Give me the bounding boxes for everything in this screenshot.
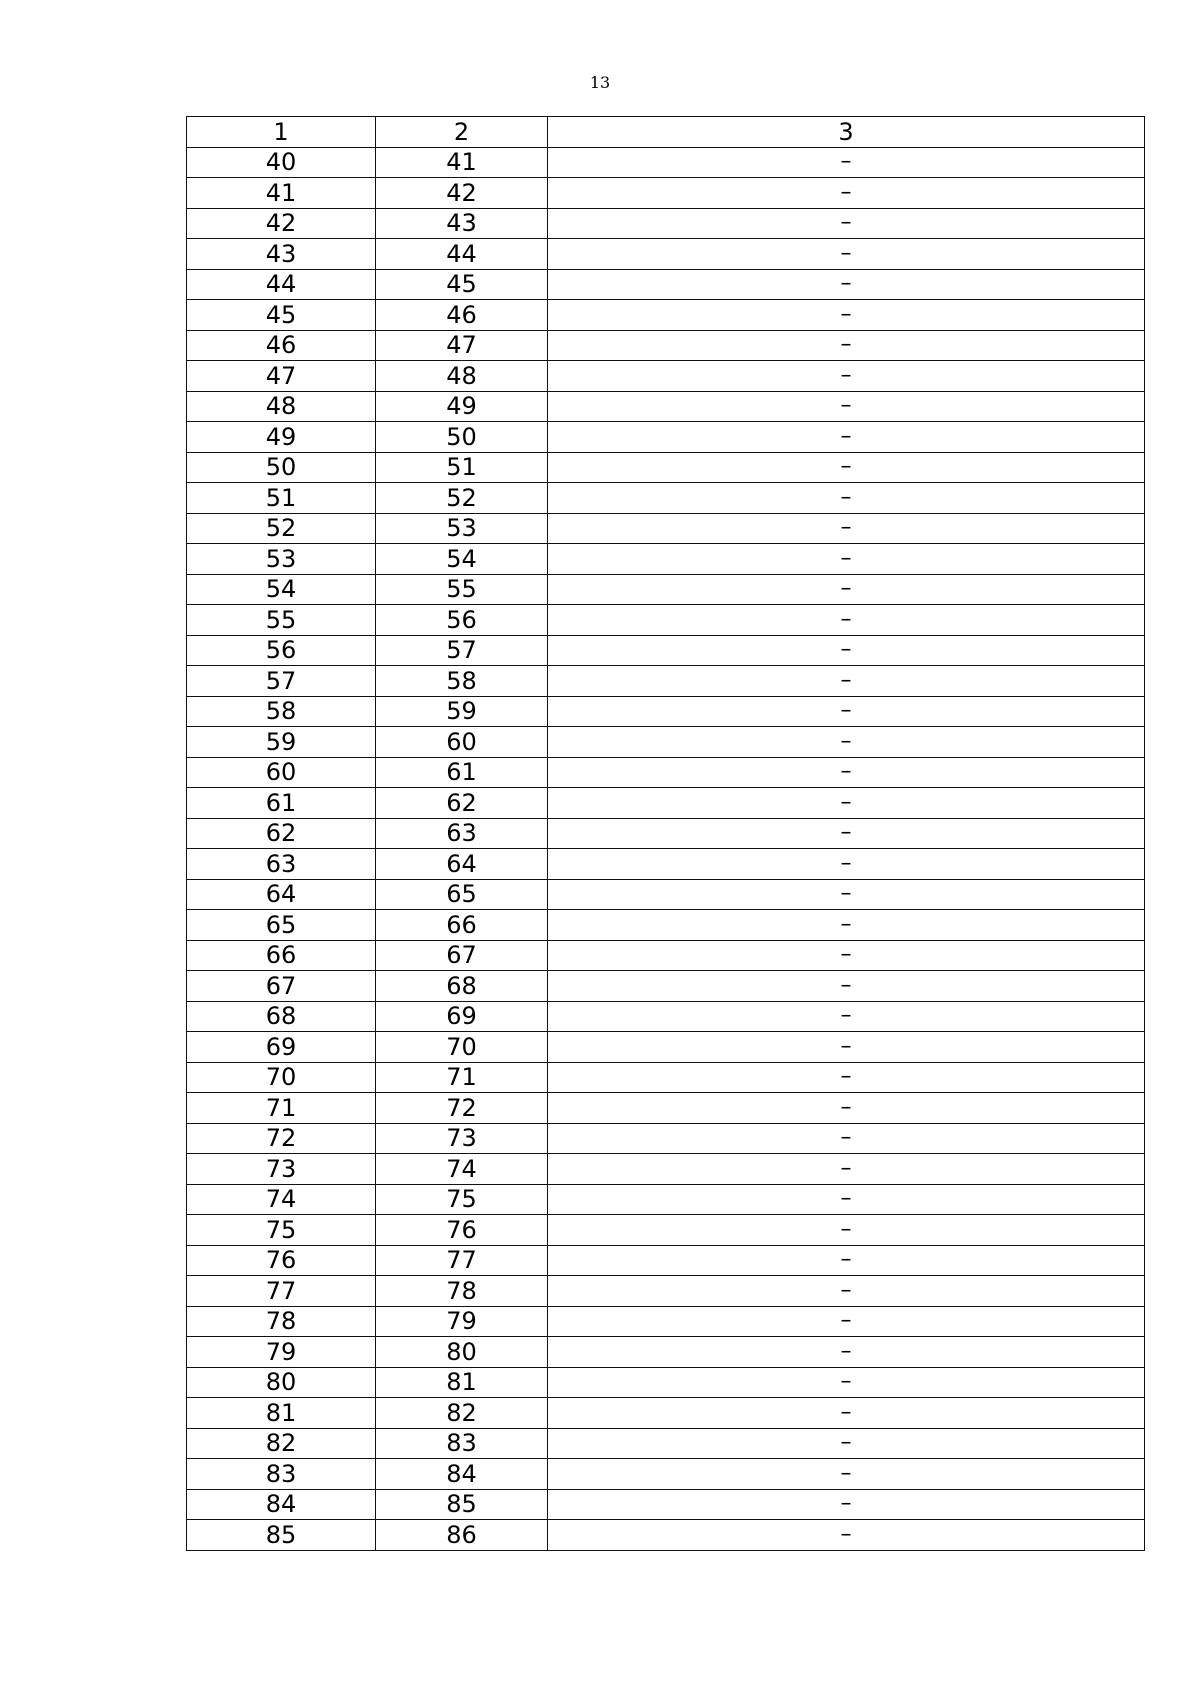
- table-cell-col-3: –: [548, 849, 1145, 880]
- table-cell-col-2: 62: [376, 788, 548, 819]
- table-cell-col-3: –: [548, 635, 1145, 666]
- table-row: [187, 1459, 1145, 1490]
- table-cell-col-1: 82: [187, 1428, 376, 1459]
- table-cell-col-2: 82: [376, 1398, 548, 1429]
- table-cell-col-2: 47: [376, 330, 548, 361]
- table-cell-col-1: 54: [187, 574, 376, 605]
- table-row: [187, 727, 1145, 758]
- table-cell-col-1: 41: [187, 178, 376, 209]
- table-cell-col-2: 64: [376, 849, 548, 880]
- column-header-1: 1: [187, 117, 376, 148]
- table-cell-col-1: 69: [187, 1032, 376, 1063]
- table-cell-col-1: 63: [187, 849, 376, 880]
- table-cell-col-3: –: [548, 330, 1145, 361]
- table-row: [187, 178, 1145, 209]
- table-cell-col-3: –: [548, 1337, 1145, 1368]
- table-cell-col-3: –: [548, 605, 1145, 636]
- table-cell-col-1: 56: [187, 635, 376, 666]
- table-cell-col-1: 57: [187, 666, 376, 697]
- table-row: [187, 574, 1145, 605]
- table-cell-col-3: –: [548, 1184, 1145, 1215]
- table-cell-col-2: 73: [376, 1123, 548, 1154]
- table-cell-col-1: 74: [187, 1184, 376, 1215]
- table-cell-col-2: 67: [376, 940, 548, 971]
- table-row: [187, 208, 1145, 239]
- table-cell-col-1: 62: [187, 818, 376, 849]
- table-cell-col-1: 65: [187, 910, 376, 941]
- table-cell-col-2: 55: [376, 574, 548, 605]
- table-cell-col-2: 85: [376, 1489, 548, 1520]
- table-row: [187, 605, 1145, 636]
- table-cell-col-1: 72: [187, 1123, 376, 1154]
- table-cell-col-2: 66: [376, 910, 548, 941]
- table-cell-col-3: –: [548, 300, 1145, 331]
- table-cell-col-3: –: [548, 1276, 1145, 1307]
- table-body: [187, 117, 1145, 1551]
- table-row: [187, 940, 1145, 971]
- table-row: [187, 513, 1145, 544]
- table-row: [187, 1001, 1145, 1032]
- table-cell-col-1: 44: [187, 269, 376, 300]
- table-cell-col-3: –: [548, 971, 1145, 1002]
- table-cell-col-1: 42: [187, 208, 376, 239]
- table-cell-col-1: 52: [187, 513, 376, 544]
- table-row: [187, 239, 1145, 270]
- table-cell-col-3: –: [548, 1367, 1145, 1398]
- table-cell-col-2: 57: [376, 635, 548, 666]
- table-row: [187, 1215, 1145, 1246]
- table-cell-col-3: –: [548, 910, 1145, 941]
- table-cell-col-1: 85: [187, 1520, 376, 1551]
- table-cell-col-1: 43: [187, 239, 376, 270]
- table-cell-col-2: 52: [376, 483, 548, 514]
- column-header-3: 3: [548, 117, 1145, 148]
- table-row: [187, 1489, 1145, 1520]
- table-cell-col-1: 66: [187, 940, 376, 971]
- table-cell-col-1: 75: [187, 1215, 376, 1246]
- table-cell-col-3: –: [548, 269, 1145, 300]
- table-cell-col-2: 45: [376, 269, 548, 300]
- column-header-2: 2: [376, 117, 548, 148]
- table-cell-col-3: –: [548, 1062, 1145, 1093]
- table-row: [187, 1398, 1145, 1429]
- table-row: [187, 330, 1145, 361]
- table-cell-col-3: –: [548, 361, 1145, 392]
- table-row: [187, 849, 1145, 880]
- table-cell-col-2: 86: [376, 1520, 548, 1551]
- table-cell-col-2: 42: [376, 178, 548, 209]
- table-cell-col-2: 48: [376, 361, 548, 392]
- table-row: [187, 483, 1145, 514]
- table-row: [187, 1337, 1145, 1368]
- table-row: [187, 422, 1145, 453]
- table-cell-col-2: 70: [376, 1032, 548, 1063]
- table-row: [187, 696, 1145, 727]
- table-cell-col-2: 76: [376, 1215, 548, 1246]
- table-row: [187, 666, 1145, 697]
- table-cell-col-1: 59: [187, 727, 376, 758]
- table-cell-col-3: –: [548, 940, 1145, 971]
- table-cell-col-3: –: [548, 1520, 1145, 1551]
- table-row: [187, 452, 1145, 483]
- table-row: [187, 269, 1145, 300]
- table-cell-col-1: 58: [187, 696, 376, 727]
- table-cell-col-2: 68: [376, 971, 548, 1002]
- table-cell-col-3: –: [548, 788, 1145, 819]
- table-cell-col-1: 51: [187, 483, 376, 514]
- table-cell-col-3: –: [548, 1093, 1145, 1124]
- table-cell-col-1: 70: [187, 1062, 376, 1093]
- table-row: [187, 879, 1145, 910]
- table-cell-col-3: –: [548, 1459, 1145, 1490]
- table-cell-col-3: –: [548, 513, 1145, 544]
- table-cell-col-2: 71: [376, 1062, 548, 1093]
- table-cell-col-2: 79: [376, 1306, 548, 1337]
- table-cell-col-2: 77: [376, 1245, 548, 1276]
- table-cell-col-3: –: [548, 1245, 1145, 1276]
- table-row: [187, 147, 1145, 178]
- table-cell-col-2: 54: [376, 544, 548, 575]
- table-cell-col-2: 81: [376, 1367, 548, 1398]
- table-cell-col-3: –: [548, 757, 1145, 788]
- table-row: [187, 1184, 1145, 1215]
- table-cell-col-2: 59: [376, 696, 548, 727]
- table-cell-col-1: 50: [187, 452, 376, 483]
- table-row: [187, 1032, 1145, 1063]
- table-row: [187, 300, 1145, 331]
- table-cell-col-1: 60: [187, 757, 376, 788]
- table-row: [187, 1428, 1145, 1459]
- table-cell-col-3: –: [548, 1123, 1145, 1154]
- table-cell-col-2: 51: [376, 452, 548, 483]
- table-cell-col-2: 44: [376, 239, 548, 270]
- table-cell-col-2: 69: [376, 1001, 548, 1032]
- table-cell-col-1: 80: [187, 1367, 376, 1398]
- table-row: [187, 1276, 1145, 1307]
- table-cell-col-2: 74: [376, 1154, 548, 1185]
- table-row: [187, 1245, 1145, 1276]
- table-cell-col-2: 65: [376, 879, 548, 910]
- table-cell-col-2: 49: [376, 391, 548, 422]
- table-cell-col-2: 83: [376, 1428, 548, 1459]
- table-cell-col-1: 73: [187, 1154, 376, 1185]
- table-cell-col-1: 78: [187, 1306, 376, 1337]
- table-cell-col-1: 67: [187, 971, 376, 1002]
- table-cell-col-3: –: [548, 1428, 1145, 1459]
- table-cell-col-3: –: [548, 239, 1145, 270]
- table-cell-col-2: 72: [376, 1093, 548, 1124]
- table-header-row: [187, 117, 1145, 148]
- table-cell-col-3: –: [548, 422, 1145, 453]
- table-row: [187, 757, 1145, 788]
- table-cell-col-3: –: [548, 1001, 1145, 1032]
- table-cell-col-1: 61: [187, 788, 376, 819]
- table-row: [187, 788, 1145, 819]
- table-cell-col-1: 53: [187, 544, 376, 575]
- table-cell-col-1: 83: [187, 1459, 376, 1490]
- table-cell-col-2: 50: [376, 422, 548, 453]
- table-cell-col-2: 56: [376, 605, 548, 636]
- table-cell-col-2: 80: [376, 1337, 548, 1368]
- table-cell-col-3: –: [548, 1215, 1145, 1246]
- table-cell-col-3: –: [548, 147, 1145, 178]
- table-cell-col-3: –: [548, 452, 1145, 483]
- table-cell-col-1: 76: [187, 1245, 376, 1276]
- table-cell-col-1: 48: [187, 391, 376, 422]
- table-cell-col-3: –: [548, 1154, 1145, 1185]
- table-cell-col-3: –: [548, 879, 1145, 910]
- table-cell-col-3: –: [548, 544, 1145, 575]
- table-row: [187, 635, 1145, 666]
- table-cell-col-3: –: [548, 178, 1145, 209]
- table-cell-col-3: –: [548, 1032, 1145, 1063]
- table-row: [187, 818, 1145, 849]
- table-cell-col-2: 63: [376, 818, 548, 849]
- table-row: [187, 1154, 1145, 1185]
- table-cell-col-3: –: [548, 1489, 1145, 1520]
- table-cell-col-1: 68: [187, 1001, 376, 1032]
- table-row: [187, 1123, 1145, 1154]
- table-cell-col-3: –: [548, 483, 1145, 514]
- table-row: [187, 1520, 1145, 1551]
- table-cell-col-3: –: [548, 391, 1145, 422]
- table-cell-col-1: 45: [187, 300, 376, 331]
- table-cell-col-3: –: [548, 818, 1145, 849]
- table-cell-col-2: 41: [376, 147, 548, 178]
- table-cell-col-3: –: [548, 696, 1145, 727]
- table-cell-col-1: 64: [187, 879, 376, 910]
- table-row: [187, 1062, 1145, 1093]
- table-cell-col-1: 81: [187, 1398, 376, 1429]
- table-cell-col-1: 84: [187, 1489, 376, 1520]
- table-cell-col-2: 58: [376, 666, 548, 697]
- table-cell-col-2: 61: [376, 757, 548, 788]
- table-row: [187, 1367, 1145, 1398]
- table-cell-col-2: 46: [376, 300, 548, 331]
- table-cell-col-3: –: [548, 208, 1145, 239]
- data-table: [186, 116, 1145, 1551]
- table-row: [187, 391, 1145, 422]
- table-row: [187, 544, 1145, 575]
- table-cell-col-1: 49: [187, 422, 376, 453]
- table-cell-col-1: 47: [187, 361, 376, 392]
- table-cell-col-2: 84: [376, 1459, 548, 1490]
- table-cell-col-3: –: [548, 727, 1145, 758]
- table-cell-col-2: 78: [376, 1276, 548, 1307]
- table-row: [187, 361, 1145, 392]
- table-cell-col-2: 75: [376, 1184, 548, 1215]
- table-cell-col-1: 40: [187, 147, 376, 178]
- table-cell-col-1: 77: [187, 1276, 376, 1307]
- table-row: [187, 971, 1145, 1002]
- table-cell-col-2: 60: [376, 727, 548, 758]
- table-cell-col-1: 79: [187, 1337, 376, 1368]
- table-cell-col-3: –: [548, 574, 1145, 605]
- table-cell-col-2: 43: [376, 208, 548, 239]
- table-cell-col-1: 55: [187, 605, 376, 636]
- table-cell-col-3: –: [548, 1306, 1145, 1337]
- table-cell-col-1: 46: [187, 330, 376, 361]
- table-cell-col-3: –: [548, 1398, 1145, 1429]
- table-row: [187, 1306, 1145, 1337]
- table-cell-col-3: –: [548, 666, 1145, 697]
- table-cell-col-1: 71: [187, 1093, 376, 1124]
- table-row: [187, 1093, 1145, 1124]
- table-row: [187, 910, 1145, 941]
- page-number: 13: [589, 73, 611, 92]
- table-cell-col-2: 53: [376, 513, 548, 544]
